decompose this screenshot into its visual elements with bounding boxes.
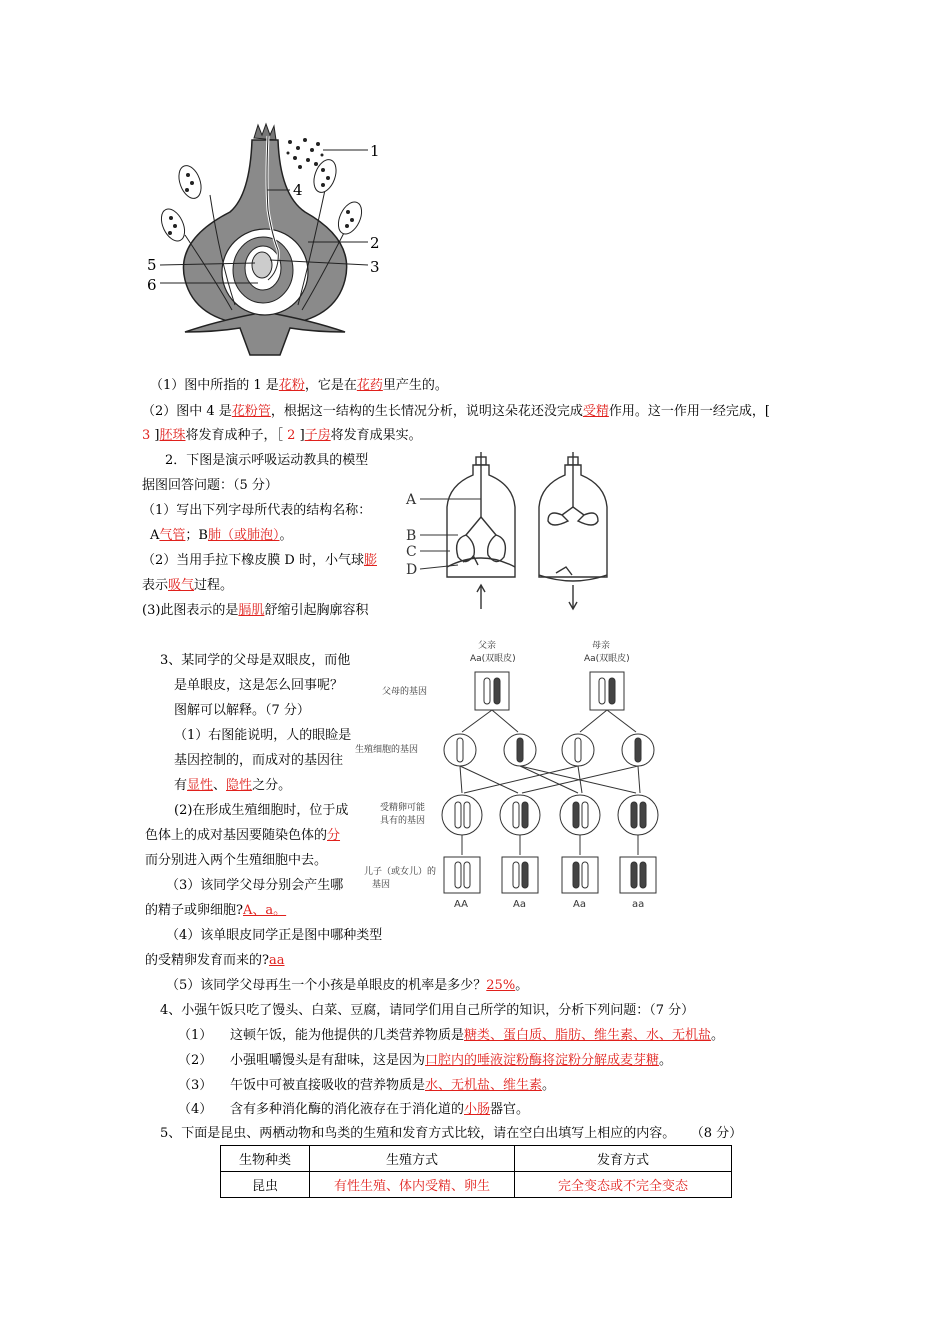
q2-line-3: （1）写出下列字母所代表的结构名称： (142, 503, 372, 518)
answer: 3 (142, 428, 151, 443)
text: A (150, 528, 160, 543)
text: （2）当用手拉下橡皮膜 D 时，小气球 (142, 553, 364, 568)
text: 这顿午饭，能为他提供的几类营养物质是 (230, 1028, 465, 1043)
text: ，根据这一结构的生长情况分析，说明这朵花还没完成 (270, 404, 583, 419)
jar-label: C (406, 544, 417, 560)
table-cell-answer: 完全变态或不完全变态 (515, 1172, 732, 1198)
text: 有 (174, 778, 188, 793)
row-label: 父母的基因 (382, 687, 428, 697)
text: 。 (542, 1078, 556, 1093)
row-label: 生殖细胞的基因 (355, 745, 419, 755)
answer: 吸气 (168, 578, 195, 593)
genetics-diagram (352, 632, 672, 918)
answer: 花药 (356, 378, 383, 393)
text: 过程。 (194, 578, 234, 593)
father-label: 父亲 (478, 641, 497, 651)
answer: 气管 (159, 528, 186, 543)
q3-line-13 (145, 952, 285, 970)
answer: 花粉 (278, 378, 305, 393)
flower-label: 1 (370, 142, 380, 160)
q4-item-4 (178, 1101, 529, 1119)
text: 。 (279, 528, 293, 543)
q3-line-7: (2)在形成生殖细胞时，位于成 (174, 803, 349, 818)
father-phenotype: Aa(双眼皮) (470, 654, 516, 664)
answer: 小肠 (464, 1102, 491, 1117)
score: （8 分） (697, 1126, 743, 1141)
text: 舒缩引起胸廓容积 (264, 603, 369, 618)
text: （1）图中所指的 1 是 (150, 378, 279, 393)
q3-line-14 (166, 977, 528, 995)
flower-label: 5 (147, 256, 157, 274)
answer: 隐性 (226, 778, 253, 793)
answer: 胚珠 (159, 428, 186, 443)
flower-label: 2 (370, 234, 380, 252)
jar-label: A (406, 492, 417, 508)
item-number: （3） (178, 1078, 213, 1093)
table-cell: 昆虫 (221, 1172, 310, 1198)
jar-label: D (406, 562, 418, 578)
table-header-row (221, 1146, 732, 1172)
q1-line-2 (142, 403, 770, 421)
flower-label: 4 (293, 181, 303, 199)
text: （5）该同学父母再生一个小孩是单眼皮的机率是多少？ (166, 978, 487, 993)
text: （2）图中 4 是 (142, 404, 232, 419)
text: 。 (711, 1028, 725, 1043)
flower-label: 6 (147, 276, 157, 294)
text: 的精子或卵细胞? (145, 903, 243, 918)
bell-jar-diagram (388, 447, 670, 619)
text: 表示 (142, 578, 169, 593)
q3-line-12: （4）该单眼皮同学正是图中哪种类型 (166, 928, 383, 943)
answer: 分 (327, 828, 341, 843)
row-label: 基因 (372, 880, 391, 890)
answer: 2 (287, 428, 296, 443)
text: 之分。 (252, 778, 292, 793)
text: 器官。 (490, 1102, 530, 1117)
q2-line-1: 2．下图是演示呼吸运动教具的模型 (165, 453, 369, 468)
answer: 25% (486, 978, 516, 993)
answer: 膈肌 (238, 603, 265, 618)
text: 5、下面是昆虫、两栖动物和鸟类的生殖和发育方式比较，请在空白出填写上相应的内容。 (160, 1126, 676, 1141)
q3-line-11 (145, 902, 286, 920)
q4-item-3 (178, 1077, 555, 1095)
q3-line-4: （1）右图能说明，人的眼睑是 (174, 728, 352, 743)
text: 作用。这一作用一经完成，[ (608, 404, 770, 419)
q3-line-1: 3、某同学的父母是双眼皮，而他 (160, 653, 351, 668)
table-cell-answer: 有性生殖、体内受精、卵生 (310, 1172, 515, 1198)
q3-line-8 (145, 827, 340, 845)
text: 。 (515, 978, 529, 993)
genotype-label: Aa (573, 899, 586, 910)
genotype-label: AA (454, 899, 468, 910)
q3-line-6 (174, 777, 291, 795)
flower-label: 3 (370, 258, 380, 276)
q2-line-7 (142, 602, 368, 620)
q3-line-2: 是单眼皮，这是怎么回事呢？ (174, 678, 344, 693)
mother-label: 母亲 (592, 641, 611, 651)
text: 将发育成种子，［ (185, 428, 288, 443)
text: 午饭中可被直接吸收的营养物质是 (230, 1078, 426, 1093)
row-label: 受精卵可能 (380, 803, 426, 813)
answer: 水、无机盐、维生素 (425, 1078, 543, 1093)
text: 的受精卵发育而来的? (145, 953, 269, 968)
answer: 显性 (187, 778, 214, 793)
text: ] (295, 428, 305, 443)
genotype-label: Aa (513, 899, 526, 910)
comparison-table (220, 1145, 732, 1198)
q2-line-4 (150, 527, 293, 545)
q2-line-6 (142, 577, 233, 595)
text: (3)此图表示的是 (142, 603, 239, 618)
answer: 花粉管 (231, 404, 271, 419)
item-number: （1） (178, 1028, 213, 1043)
text: 、 (213, 778, 227, 793)
mother-phenotype: Aa(双眼皮) (584, 654, 630, 664)
text: ] (150, 428, 160, 443)
text: 。 (659, 1053, 673, 1068)
item-number: （2） (178, 1053, 213, 1068)
text: 小强咀嚼馒头是有甜味，这是因为 (230, 1053, 426, 1068)
answer: 膨 (363, 553, 377, 568)
q4-item-2 (178, 1052, 672, 1070)
text: ；B (185, 528, 208, 543)
row-label: 具有的基因 (380, 816, 426, 826)
table-row (221, 1172, 732, 1198)
q1-line-1 (150, 377, 448, 395)
q1-line-3 (142, 427, 422, 445)
answer: 受精 (582, 404, 609, 419)
text: 色体上的成对基因要随染色体的 (145, 828, 328, 843)
text: 含有多种消化酶的消化液存在于消化道的 (230, 1102, 465, 1117)
table-header: 发育方式 (515, 1146, 732, 1172)
answer: aa (268, 953, 285, 968)
text: ，它是在 (304, 378, 357, 393)
q2-line-2: 据图回答问题：（5 分） (142, 478, 278, 493)
genotype-label: aa (632, 899, 645, 910)
answer: 肺（或肺泡） (207, 528, 280, 543)
answer: A、a。 (242, 903, 287, 918)
q2-line-5 (142, 552, 377, 570)
table-header: 生物种类 (221, 1146, 310, 1172)
q5-title (160, 1125, 742, 1143)
item-number: （4） (178, 1102, 213, 1117)
jar-label: B (406, 528, 417, 544)
answer: 子房 (304, 428, 331, 443)
q3-line-3: 图解可以解释。（7 分） (174, 703, 310, 718)
flower-diagram (140, 120, 400, 365)
answer: 糖类、蛋白质、脂肪、维生素、水、无机盐 (464, 1028, 712, 1043)
answer: 口腔内的唾液淀粉酶将淀粉分解成麦芽糖 (425, 1053, 660, 1068)
text: 里产生的。 (382, 378, 448, 393)
text: 将发育成果实。 (330, 428, 422, 443)
row-label: 儿子（或女儿）的 (364, 867, 437, 877)
q4-item-1 (178, 1027, 724, 1045)
table-header: 生殖方式 (310, 1146, 515, 1172)
q3-line-9: 而分别进入两个生殖细胞中去。 (145, 853, 328, 868)
q3-line-5: 基因控制的，而成对的基因往 (174, 753, 344, 768)
q4-title: 4、小强午饭只吃了馒头、白菜、豆腐，请同学们用自己所学的知识，分析下列问题：（7 分） (160, 1003, 695, 1018)
q3-line-10: （3）该同学父母分别会产生哪 (166, 878, 344, 893)
